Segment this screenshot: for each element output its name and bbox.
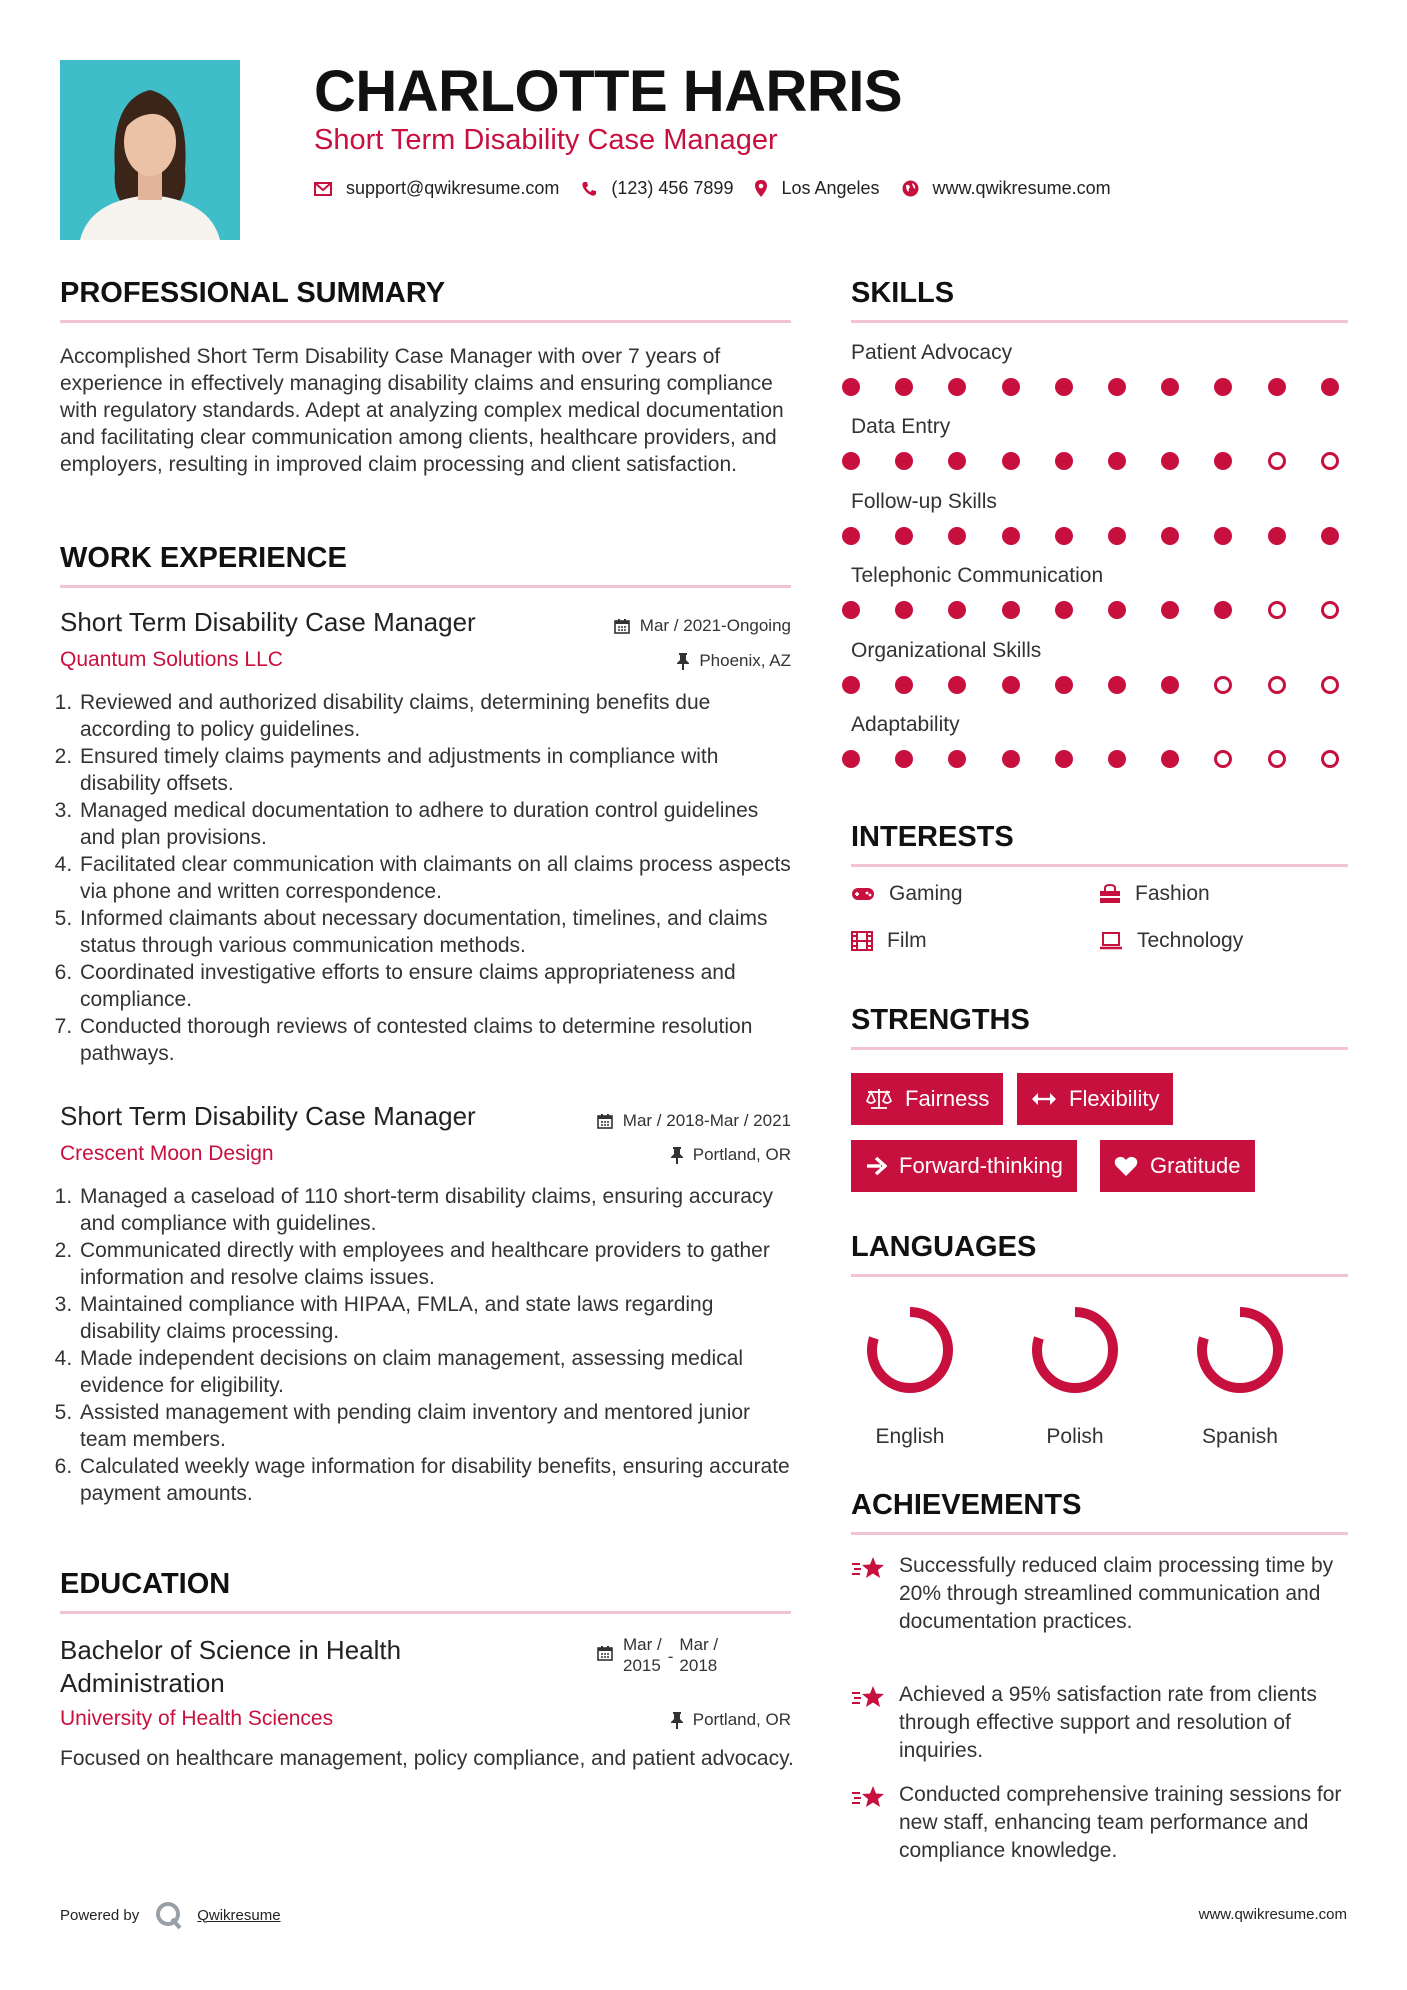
rating-dot-filled [1268,378,1286,396]
strength-label: Flexibility [1069,1086,1160,1111]
rating-dot-filled [895,527,913,545]
list-item: 2. Ensured timely claims payments and adjustments in compliance with disability offsets. [78,743,795,797]
degree-title [60,1634,401,1700]
list-item: 1. Reviewed and authorized disability claims, determining benefits due according to policy guidelines. [78,689,795,743]
qwikresume-logo-icon [153,1900,185,1930]
rating-dot-filled [842,378,860,396]
rating-dot-filled [1214,452,1232,470]
education-location [671,1710,791,1730]
rating-dot-filled [842,750,860,768]
film-icon [851,931,873,951]
rating-dot-filled [1055,527,1073,545]
list-item: 7. Conducted thorough reviews of contested claims to determine resolution pathways. [78,1013,795,1067]
rating-dot-filled [1108,452,1126,470]
profile-photo [60,60,240,240]
education-date-end [679,1634,718,1676]
job-location-text: Phoenix, AZ [699,651,791,670]
list-item: 4. Facilitated clear communication with claimants on all claims process aspects via phone and written correspondence. [78,851,795,905]
rating-dot-filled [1055,378,1073,396]
calendar-icon [597,1113,613,1129]
company-name: Quantum Solutions LLC [60,648,283,671]
skill-rating [842,452,1374,470]
rating-dot-filled [895,378,913,396]
job-location-text: Portland, OR [692,1145,791,1164]
strength-label: Forward-thinking [899,1153,1063,1178]
location-text: Los Angeles [781,178,880,198]
rating-dot-filled [948,452,966,470]
skill-name: Data Entry [851,415,951,439]
job-date-text: Mar / 2018-Mar / 2021 [622,1111,791,1130]
languages-heading: LANGUAGES [851,1231,1037,1263]
interest-film [851,929,927,953]
rating-dot-filled [842,676,860,694]
website-text: www.qwikresume.com [932,178,1111,198]
language-level-arc [872,1312,948,1388]
globe-icon [902,180,919,197]
shooting-star-icon [851,1785,885,1809]
skill-name: Organizational Skills [851,638,1042,662]
rating-dot-filled [1002,527,1020,545]
rating-dot-filled [1055,452,1073,470]
rating-dot-filled [1161,452,1179,470]
envelope-icon [314,182,332,196]
skill-rating [842,378,1374,396]
skill-name: Follow-up Skills [851,489,997,513]
heart-icon [1114,1156,1138,1177]
interest-technology [1099,929,1243,953]
interest-label: Technology [1137,929,1244,952]
map-marker-icon [755,180,767,197]
rating-dot-filled [1108,601,1126,619]
rating-dot-filled [1055,750,1073,768]
rating-dot-filled [1108,750,1126,768]
footer-powered [60,1900,281,1930]
rating-dot-filled [1055,676,1073,694]
rating-dot-empty [1268,750,1286,768]
date-start-month: Mar / [623,1635,662,1654]
date-end-month: Mar / [679,1635,719,1654]
pushpin-icon [671,1712,683,1729]
arrows-horizontal-icon [1031,1092,1057,1106]
job-date [614,616,791,636]
list-item: 5. Assisted management with pending claim inventory and mentored junior team members. [78,1399,795,1453]
rating-dot-filled [895,601,913,619]
rating-dot-filled [895,676,913,694]
rating-dot-filled [1002,452,1020,470]
company-name: Crescent Moon Design [60,1142,274,1165]
strength-label: Fairness [905,1086,990,1111]
language-label: Spanish [1202,1425,1278,1448]
language-ring [860,1300,960,1400]
rating-dot-empty [1268,676,1286,694]
gamepad-icon [851,886,875,902]
rating-dot-filled [1108,378,1126,396]
achievement-item [851,1681,1351,1765]
phone-icon [581,181,597,197]
interest-gaming [851,882,963,906]
contact-phone[interactable] [581,178,733,199]
achievements-heading: ACHIEVEMENTS [851,1489,1082,1521]
phone-text: (123) 456 7899 [611,178,734,198]
rating-dot-filled [842,452,860,470]
date-start-year: 2015 [623,1656,661,1675]
shooting-star-icon [851,1556,885,1580]
email-text: support@qwikresume.com [346,178,560,198]
rating-dot-filled [1108,527,1126,545]
achievement-text: Achieved a 95% satisfaction rate from clients through effective support and resolution of inquiries. [899,1683,1317,1762]
education-date-start [623,1634,662,1676]
achievement-text: Successfully reduced claim processing time by 20% through streamlined communication and documentation practices. [899,1554,1334,1633]
interests-heading: INTERESTS [851,821,1014,853]
rating-dot-filled [1002,601,1020,619]
interests-divider [851,864,1348,867]
education-divider [60,1611,791,1614]
list-item: 3. Maintained compliance with HIPAA, FMLA, and state laws regarding disability claims processing. [78,1291,795,1345]
rating-dot-filled [948,676,966,694]
laptop-icon [1099,932,1123,950]
balance-scale-icon [865,1088,893,1110]
list-item: 6. Coordinated investigative efforts to ensure claims appropriateness and compliance. [78,959,795,1013]
achievement-text: Conducted comprehensive training sessions for new staff, enhancing team performance and compliance knowledge. [899,1783,1342,1862]
rating-dot-empty [1214,676,1232,694]
skill-rating [842,527,1374,545]
list-item: 3. Managed medical documentation to adhere to duration control guidelines and plan provisions. [78,797,795,851]
candidate-name: CHARLOTTE HARRIS [314,59,903,124]
rating-dot-filled [1055,601,1073,619]
education-date [597,1634,718,1676]
rating-dot-empty [1321,601,1339,619]
strength-fairness [851,1073,1003,1125]
skill-name: Patient Advocacy [851,341,1013,364]
job-title: Short Term Disability Case Manager [60,607,476,637]
rating-dot-filled [1321,378,1339,396]
skill-name: Adaptability [851,713,960,736]
list-item: 6. Calculated weekly wage information for disability benefits, ensuring accurate payment amounts. [78,1453,795,1507]
contact-website[interactable] [902,178,1111,199]
interest-label: Gaming [889,882,963,905]
strength-flexibility [1017,1073,1173,1125]
rating-dot-empty [1321,452,1339,470]
work-divider [60,585,791,588]
contact-bar [314,178,1133,199]
skills-heading: SKILLS [851,277,955,309]
achievements-divider [851,1532,1348,1535]
language-ring [1190,1300,1290,1400]
rating-dot-filled [948,527,966,545]
rating-dot-filled [1214,601,1232,619]
calendar-icon [597,1645,613,1661]
rating-dot-empty [1214,750,1232,768]
rating-dot-filled [842,601,860,619]
rating-dot-filled [948,378,966,396]
rating-dot-empty [1321,750,1339,768]
job-bullets [60,1183,795,1507]
calendar-icon [614,618,630,634]
shopping-bag-icon [1099,884,1121,904]
summary-text: Accomplished Short Term Disability Case Manager with over 7 years of experience in effectively managing disability claims and ensuring compliance with regulatory standards. Adept at analyzing complex medical documentation and facilitating clear communication among clients, healthcare providers, and employers, resulting in improved claim processing and client satisfaction. [60,345,784,476]
summary-divider [60,320,791,323]
job-date [597,1111,791,1131]
job-date-text: Mar / 2021-Ongoing [639,616,791,635]
shooting-star-icon [851,1685,885,1709]
skill-rating [842,676,1374,694]
rating-dot-filled [1108,676,1126,694]
rating-dot-filled [1214,378,1232,396]
rating-dot-empty [1321,676,1339,694]
job-bullets [60,689,795,1067]
language-ring [1025,1300,1125,1400]
language-item [1180,1300,1300,1449]
rating-dot-filled [1268,527,1286,545]
candidate-title: Short Term Disability Case Manager [314,124,778,156]
summary-heading: PROFESSIONAL SUMMARY [60,277,446,309]
strength-forward-thinking [851,1140,1077,1192]
rating-dot-filled [895,750,913,768]
rating-dot-filled [1161,527,1179,545]
strengths-heading: STRENGTHS [851,1004,1030,1036]
interest-fashion [1099,882,1210,906]
school-name: University of Health Sciences [60,1707,334,1730]
education-location-text: Portland, OR [692,1710,791,1729]
skill-rating [842,750,1374,768]
contact-location [755,178,879,199]
skills-divider [851,320,1348,323]
education-heading: EDUCATION [60,1568,231,1600]
language-item [850,1300,970,1449]
contact-email[interactable] [314,178,559,199]
rating-dot-filled [948,601,966,619]
education-text: Focused on healthcare management, policy compliance, and patient advocacy. [60,1747,794,1770]
rating-dot-filled [1161,378,1179,396]
list-item: 1. Managed a caseload of 110 short-term disability claims, ensuring accuracy and compliance with guidelines. [78,1183,795,1237]
achievement-item [851,1552,1351,1636]
interest-label: Fashion [1135,882,1210,905]
degree-line-2: Administration [60,1668,225,1698]
strengths-divider [851,1047,1348,1050]
powered-by-text: Powered by [60,1906,140,1924]
rating-dot-filled [1161,750,1179,768]
brand-link[interactable]: Qwikresume [197,1906,281,1924]
language-level-arc [1202,1312,1278,1388]
footer-site[interactable]: www.qwikresume.com [1198,1906,1347,1923]
achievement-item [851,1781,1351,1865]
rating-dot-filled [1002,378,1020,396]
date-end-year: 2018 [679,1656,718,1675]
rating-dot-filled [895,452,913,470]
rating-dot-empty [1268,452,1286,470]
skill-name: Telephonic Communication [851,564,1104,588]
date-separator: - [667,1647,674,1666]
languages-divider [851,1274,1348,1277]
strength-gratitude [1100,1140,1255,1192]
strength-label: Gratitude [1150,1153,1241,1178]
skill-rating [842,601,1374,619]
list-item: 2. Communicated directly with employees and healthcare providers to gather information and resolve claims issues. [78,1237,795,1291]
rating-dot-filled [1321,527,1339,545]
list-item: 5. Informed claimants about necessary documentation, timelines, and claims status through various communication methods. [78,905,795,959]
language-label: English [875,1425,945,1448]
rating-dot-filled [842,527,860,545]
rating-dot-filled [1002,750,1020,768]
language-label: Polish [1046,1425,1104,1448]
degree-line-1: Bachelor of Science in Health [60,1635,402,1665]
rating-dot-filled [1161,676,1179,694]
pushpin-icon [671,1147,683,1164]
job-location [671,1145,791,1165]
language-item [1015,1300,1135,1449]
job-title: Short Term Disability Case Manager [60,1101,476,1131]
interest-label: Film [887,929,927,952]
rating-dot-filled [948,750,966,768]
rating-dot-filled [1214,527,1232,545]
work-heading: WORK EXPERIENCE [60,542,347,574]
job-location [677,651,791,671]
arrow-right-icon [865,1156,887,1176]
rating-dot-filled [1002,676,1020,694]
rating-dot-filled [1161,601,1179,619]
pushpin-icon [677,653,689,670]
rating-dot-empty [1268,601,1286,619]
language-level-arc [1037,1312,1113,1388]
list-item: 4. Made independent decisions on claim management, assessing medical evidence for eligibility. [78,1345,795,1399]
